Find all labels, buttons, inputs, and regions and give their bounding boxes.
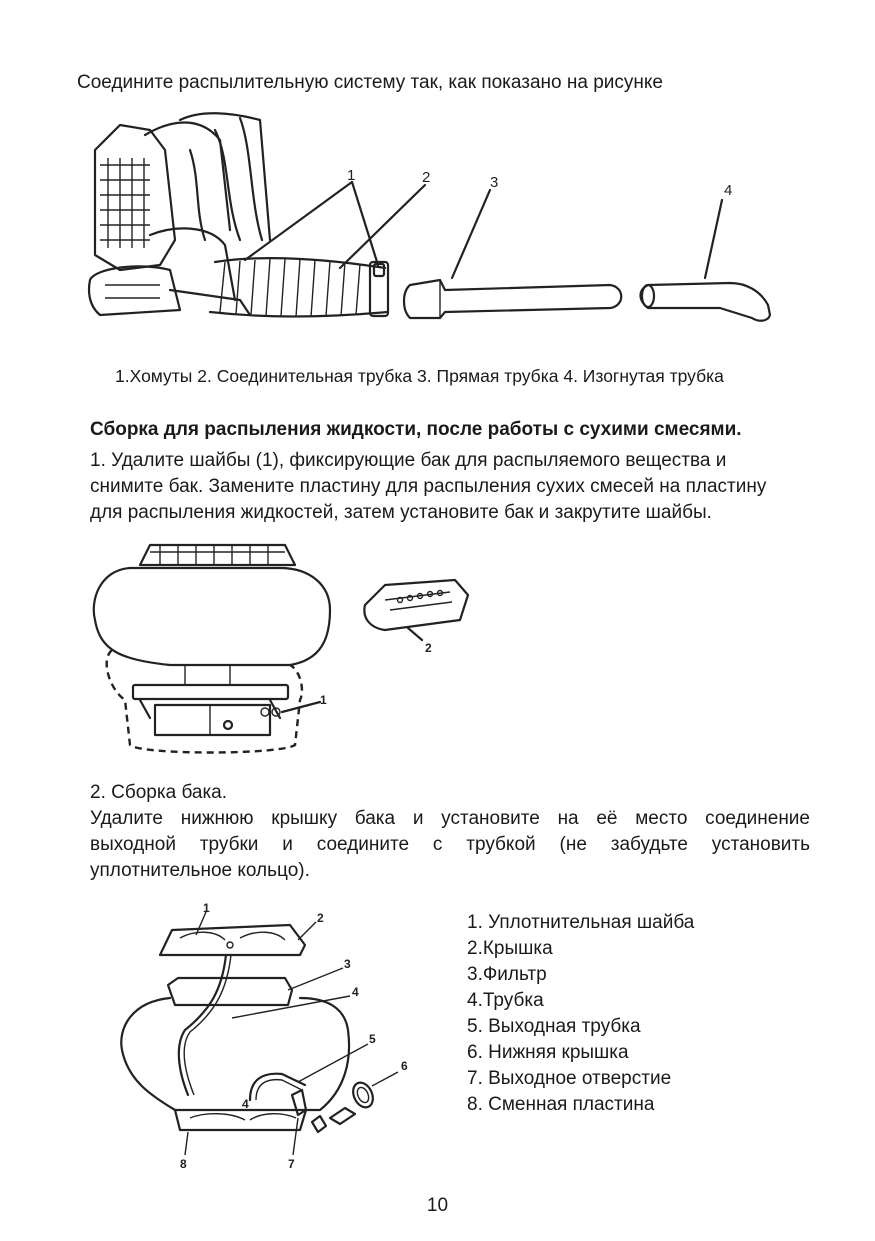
legend-item: 5. Выходная трубка [467, 1016, 641, 1037]
legend-item: 8. Сменная пластина [467, 1094, 655, 1115]
tank-assembly-illustration [121, 925, 376, 1132]
callout-2: 2 [422, 169, 431, 186]
fig3-callout-4: 4 [352, 985, 359, 999]
step1-line2: снимите бак. Замените пластину для распыления сухих смесей на пластину [90, 476, 767, 497]
fig3-callout-1: 1 [203, 901, 210, 915]
legend-item: 2.Крышка [467, 938, 553, 959]
page-number: 10 [426, 1195, 449, 1216]
legend-item: 7. Выходное отверстие [467, 1068, 672, 1089]
fig2-callout-2: 2 [425, 641, 432, 655]
section-title: Сборка для распыления жидкости, после работы с сухими смесями. [90, 419, 742, 440]
step2-line1: Удалите нижнюю крышку бака и установите на её место соединение [90, 808, 810, 829]
legend-item: 4.Трубка [467, 990, 544, 1011]
legend-item: 1. Уплотнительная шайба [467, 912, 695, 933]
step1-line1: 1. Удалите шайбы (1), фиксирующие бак для распыляемого вещества и [90, 450, 727, 471]
fig3-callout-2: 2 [317, 911, 324, 925]
fig3-callout-6: 6 [401, 1059, 408, 1073]
fig3-callout-5: 5 [369, 1032, 376, 1046]
step2-line3: уплотнительное кольцо). [90, 860, 310, 881]
callout-1: 1 [347, 167, 356, 184]
fig3-callout-4b: 4 [242, 1097, 249, 1111]
fig3-callout-3: 3 [344, 957, 351, 971]
callout-4: 4 [724, 182, 733, 199]
fig3-callout-8: 8 [180, 1157, 187, 1171]
figure1-caption: 1.Хомуты 2. Соединительная трубка 3. Прямая трубка 4. Изогнутая трубка [115, 366, 724, 386]
intro-text: Соедините распылительную систему так, как показано на рисунке [77, 72, 663, 93]
legend-item: 3.Фильтр [467, 964, 547, 985]
fig3-callout-lines [185, 912, 398, 1155]
step2-line2: выходной трубки и соедините с трубкой (не забудьте установить [90, 834, 810, 855]
step1-line3: для распыления жидкостей, затем установите бак и закрутите шайбы. [90, 502, 712, 523]
fig2-callout-1: 1 [320, 693, 327, 707]
step2-title: 2. Сборка бака. [90, 782, 228, 803]
parts-legend [467, 910, 694, 1118]
fig3-callout-7: 7 [288, 1157, 295, 1171]
legend-item: 6. Нижняя крышка [467, 1042, 629, 1063]
callout-3: 3 [490, 174, 499, 191]
